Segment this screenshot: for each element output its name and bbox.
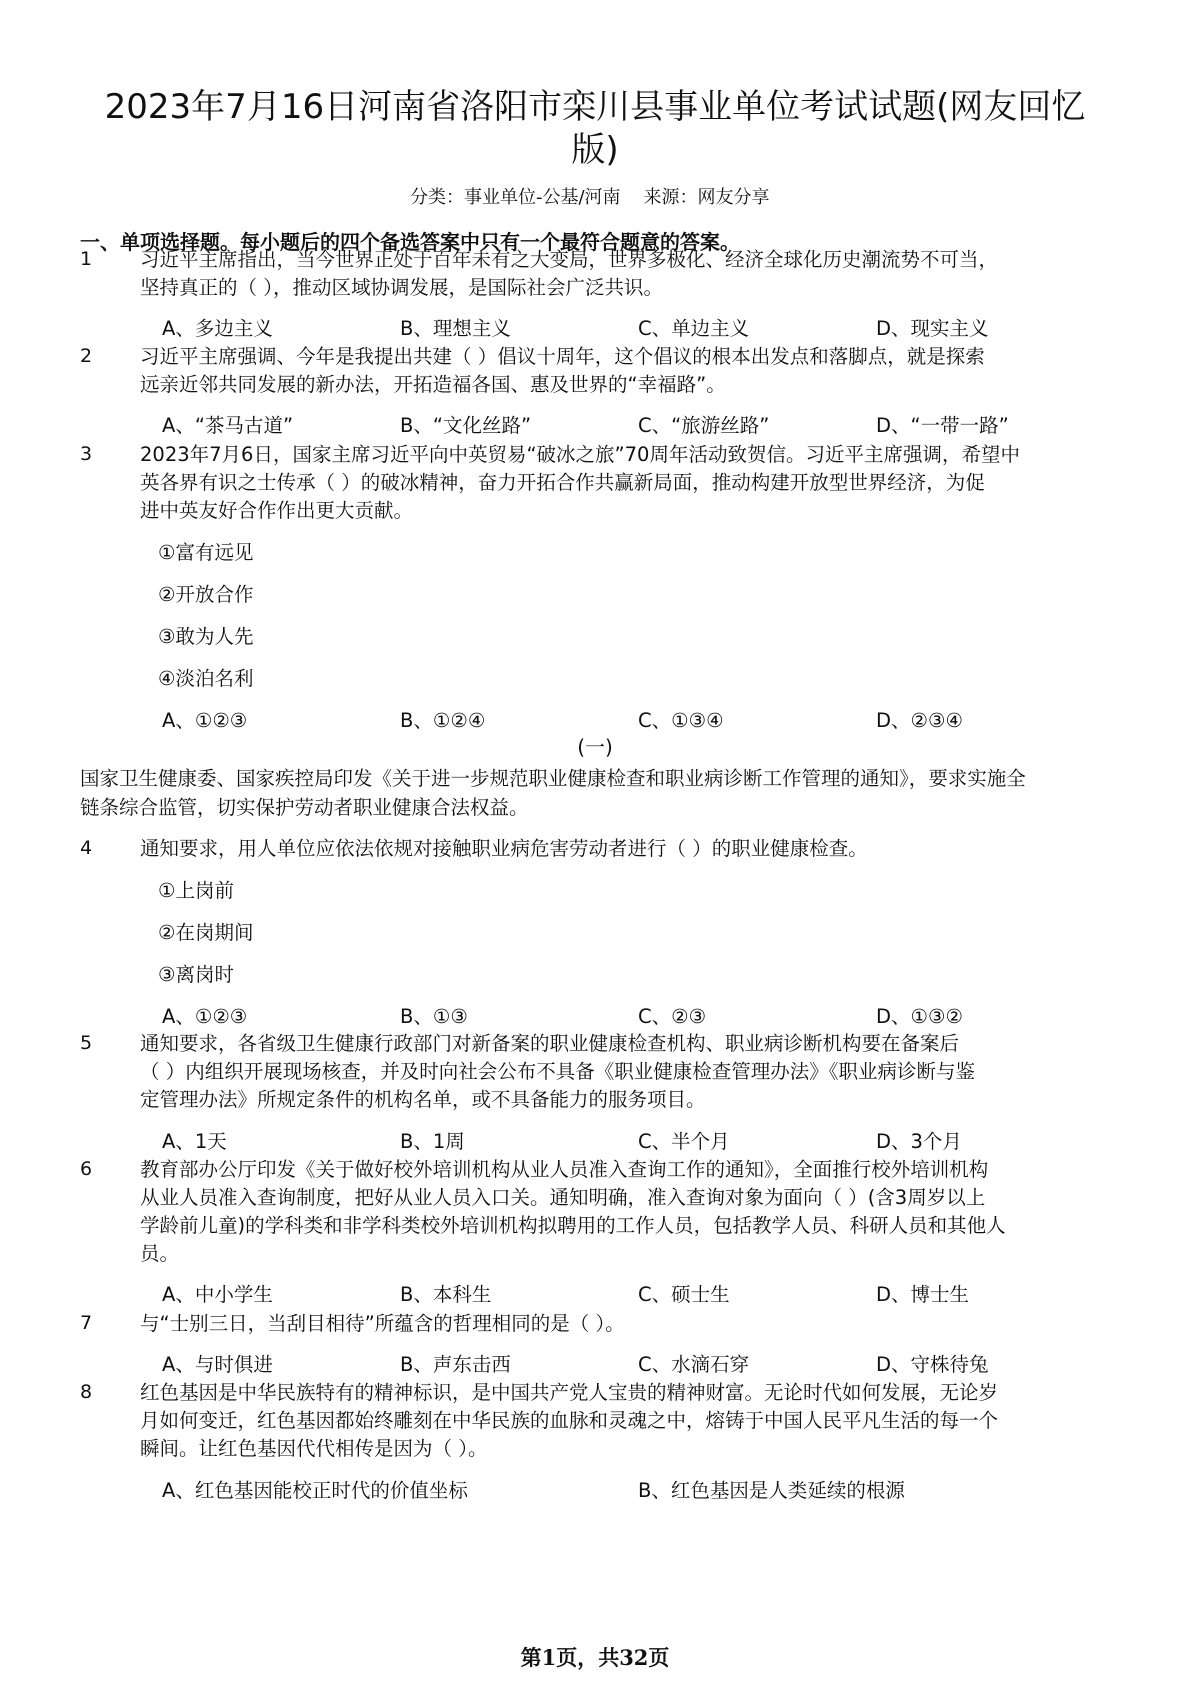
option-c[interactable]: C、②③: [638, 1005, 707, 1028]
question-text: 与“士别三日，当刮目相待”所蕴含的哲理相同的是（ ）。: [140, 1312, 625, 1335]
question-text: 远亲近邻共同发展的新办法，开拓造福各国、惠及世界的“幸福路”。: [140, 373, 726, 396]
option-c[interactable]: C、单边主义: [638, 317, 750, 340]
question-text: 习近平主席强调、今年是我提出共建（ ）倡议十周年，这个倡议的根本出发点和落脚点，就是探索: [140, 345, 985, 368]
question-text: 红色基因是中华民族特有的精神标识，是中国共产党人宝贵的精神财富。无论时代如何发展，无论岁: [140, 1381, 999, 1404]
material-heading: (一): [577, 735, 613, 759]
option-b[interactable]: B、①②④: [400, 709, 486, 732]
option-b[interactable]: B、声东击西: [400, 1353, 511, 1376]
option-b[interactable]: B、“文化丝路”: [400, 414, 532, 437]
option-d[interactable]: D、博士生: [876, 1283, 970, 1306]
option-c[interactable]: C、水滴石穿: [638, 1353, 750, 1376]
question-number: 6: [80, 1158, 93, 1180]
option-c[interactable]: C、①③④: [638, 709, 724, 732]
option-b[interactable]: B、①③: [400, 1005, 468, 1028]
question-number: 2: [80, 345, 93, 367]
option-b[interactable]: B、理想主义: [400, 317, 511, 340]
question-text: （ ）内组织开展现场核查，并及时向社会公布不具备《职业健康检查管理办法》《职业病诊断与鉴: [140, 1060, 975, 1083]
question-text: 2023年7月6日，国家主席习近平向中英贸易“破冰之旅”70周年活动致贺信。习近平主席强调，希望中: [140, 443, 1020, 466]
option-c[interactable]: C、“旅游丝路”: [638, 414, 770, 437]
option-c[interactable]: C、硕士生: [638, 1283, 730, 1306]
choice-item: ④淡泊名利: [158, 667, 254, 690]
choice-item: ③离岗时: [158, 963, 234, 986]
option-b[interactable]: B、红色基因是人类延续的根源: [638, 1479, 905, 1502]
question-text: 教育部办公厅印发《关于做好校外培训机构从业人员准入查询工作的通知》，全面推行校外培训机构: [140, 1158, 989, 1181]
option-d[interactable]: D、②③④: [876, 709, 963, 732]
option-b[interactable]: B、1周: [400, 1130, 465, 1153]
option-d[interactable]: D、“一带一路”: [876, 414, 1009, 437]
question-text: 通知要求，用人单位应依法依规对接触职业病危害劳动者进行（ ）的职业健康检查。: [140, 837, 868, 860]
question-number: 8: [80, 1381, 93, 1403]
question-number: 4: [80, 837, 93, 859]
option-d[interactable]: D、现实主义: [876, 317, 989, 340]
option-a[interactable]: A、“茶马古道”: [162, 414, 294, 437]
choice-item: ①富有远见: [158, 541, 254, 564]
option-a[interactable]: A、与时俱进: [162, 1353, 273, 1376]
material-text: 链条综合监管，切实保护劳动者职业健康合法权益。: [80, 796, 529, 819]
option-a[interactable]: A、1天: [162, 1130, 227, 1153]
question-number: 1: [80, 248, 93, 270]
question-number: 5: [80, 1032, 93, 1054]
question-text: 月如何变迁，红色基因都始终雕刻在中华民族的血脉和灵魂之中，熔铸于中国人民平凡生活的每一个: [140, 1409, 999, 1432]
question-text: 进中英友好合作作出更大贡献。: [140, 499, 414, 522]
option-a[interactable]: A、多边主义: [162, 317, 273, 340]
option-d[interactable]: D、3个月: [876, 1130, 962, 1153]
option-a[interactable]: A、红色基因能校正时代的价值坐标: [162, 1479, 468, 1502]
question-text: 坚持真正的（ ），推动区域协调发展，是国际社会广泛共识。: [140, 276, 663, 299]
question-text: 英各界有识之士传承（ ）的破冰精神，奋力开拓合作共赢新局面，推动构建开放型世界经济，为促: [140, 471, 985, 494]
question-text: 习近平主席指出，当今世界正处于百年未有之大变局，世界多极化、经济全球化历史潮流势不可当，: [140, 248, 999, 271]
category-source-meta: 分类：事业单位-公基/河南 来源：网友分享: [410, 187, 770, 208]
question-text: 从业人员准入查询制度，把好从业人员入口关。通知明确，准入查询对象为面向（ ）(含3周岁以上: [140, 1186, 986, 1209]
page-footer: 第1页，共32页: [520, 1645, 670, 1670]
question-text: 学龄前儿童)的学科类和非学科类校外培训机构拟聘用的工作人员，包括教学人员、科研人员和其他人: [140, 1214, 1006, 1237]
question-number: 7: [80, 1312, 93, 1334]
page-title-line-2: 版): [571, 130, 619, 170]
material-text: 国家卫生健康委、国家疾控局印发《关于进一步规范职业健康检查和职业病诊断工作管理的通知》，要求实施全: [80, 767, 1026, 790]
choice-item: ②开放合作: [158, 583, 254, 606]
choice-item: ③敢为人先: [158, 625, 254, 648]
option-a[interactable]: A、中小学生: [162, 1283, 273, 1306]
section-heading: 一、单项选择题。每小题后的四个备选答案中只有一个最符合题意的答案。: [80, 230, 740, 254]
question-text: 定管理办法》所规定条件的机构名单，或不具备能力的服务项目。: [140, 1088, 706, 1111]
choice-item: ①上岗前: [158, 879, 234, 902]
option-a[interactable]: A、①②③: [162, 1005, 248, 1028]
question-number: 3: [80, 443, 93, 465]
question-text: 瞬间。让红色基因代代相传是因为（ ）。: [140, 1437, 488, 1460]
option-d[interactable]: D、守株待兔: [876, 1353, 989, 1376]
choice-item: ②在岗期间: [158, 921, 254, 944]
option-c[interactable]: C、半个月: [638, 1130, 730, 1153]
option-a[interactable]: A、①②③: [162, 709, 248, 732]
question-text: 通知要求，各省级卫生健康行政部门对新备案的职业健康检查机构、职业病诊断机构要在备案后: [140, 1032, 960, 1055]
option-b[interactable]: B、本科生: [400, 1283, 492, 1306]
question-text: 员。: [140, 1242, 180, 1265]
option-d[interactable]: D、①③②: [876, 1005, 963, 1028]
page-title-line-1: 2023年7月16日河南省洛阳市栾川县事业单位考试试题(网友回忆: [104, 87, 1086, 127]
